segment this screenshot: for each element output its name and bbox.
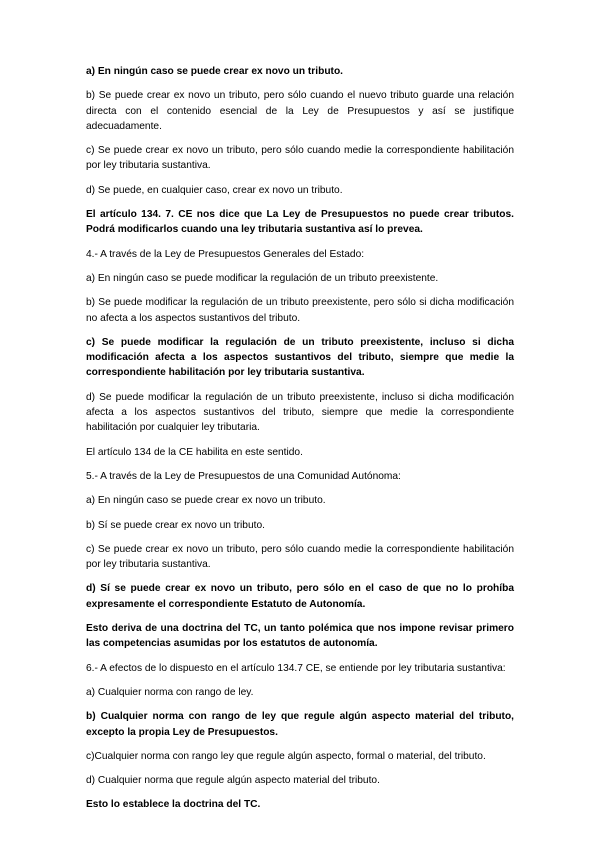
paragraph: 5.- A través de la Ley de Presupuestos de una Comunidad Autónoma: [86,470,401,482]
paragraph: c)Cualquier norma con rango ley que regule algún aspecto, formal o material, del tributo. [86,750,486,762]
paragraph: El artículo 134 de la CE habilita en este sentido. [86,446,303,458]
paragraph: d) Se puede, en cualquier caso, crear ex novo un tributo. [86,184,343,196]
paragraph: b) Se puede modificar la regulación de un tributo preexistente, pero sólo si dicha modificación no afecta a los aspectos sustantivos del tributo. [86,297,514,324]
paragraph: 6.- A efectos de lo dispuesto en el artículo 134.7 CE, se entiende por ley tributaria sustantiva: [86,662,506,674]
paragraph: Esto deriva de una doctrina del TC, un tanto polémica que nos impone revisar primero las competencias asumidas por los estatutos de autonomía. [86,623,514,650]
paragraph: d) Cualquier norma que regule algún aspecto material del tributo. [86,775,380,787]
paragraph: Esto lo establece la doctrina del TC. [86,799,261,811]
paragraph: c) Se puede crear ex novo un tributo, pero sólo cuando medie la correspondiente habilitación por ley tributaria sustantiva. [86,543,514,571]
paragraph: a) En ningún caso se puede modificar la regulación de un tributo preexistente. [86,272,439,284]
paragraph: b) Cualquier norma con rango de ley que regule algún aspecto material del tributo, excepto la propia Ley de Presupuestos. [86,711,514,738]
paragraph: c) Se puede modificar la regulación de un tributo preexistente, incluso si dicha modificación afecta a los aspectos sustantivos del tributo, siempre que medie la correspondiente habilitación por ley tributaria sustantiva. [86,336,514,379]
paragraph: El artículo 134. 7. CE nos dice que La Ley de Presupuestos no puede crear tributos. Podrá modificarlos cuando una ley tributaria sustantiva así lo prevea. [86,209,514,236]
paragraph: a) En ningún caso se puede crear ex novo un tributo. [86,66,343,77]
paragraph: d) Se puede modificar la regulación de un tributo preexistente, incluso si dicha modificación afecta a los aspectos sustantivos del tributo, siempre que medie la correspondiente habilitación por cualquier ley tributaria. [86,391,514,434]
paragraph: a) En ningún caso se puede crear ex novo un tributo. [86,495,326,507]
document-page [86,64,514,822]
paragraph: d) Sí se puede crear ex novo un tributo, pero sólo en el caso de que no lo prohíba expresamente el correspondiente Estatuto de Autonomía. [86,583,514,610]
paragraph: c) Se puede crear ex novo un tributo, pero sólo cuando medie la correspondiente habilitación por ley tributaria sustantiva. [86,145,514,172]
paragraph: 4.- A través de la Ley de Presupuestos Generales del Estado: [86,248,365,260]
paragraph: b) Se puede crear ex novo un tributo, pero sólo cuando el nuevo tributo guarde una relación directa con el contenido esencial de la Ley de Presupuestos y así se justifique adecuadamente. [86,90,514,132]
paragraph: b) Sí se puede crear ex novo un tributo. [86,519,265,531]
paragraph: a) Cualquier norma con rango de ley. [86,686,254,698]
